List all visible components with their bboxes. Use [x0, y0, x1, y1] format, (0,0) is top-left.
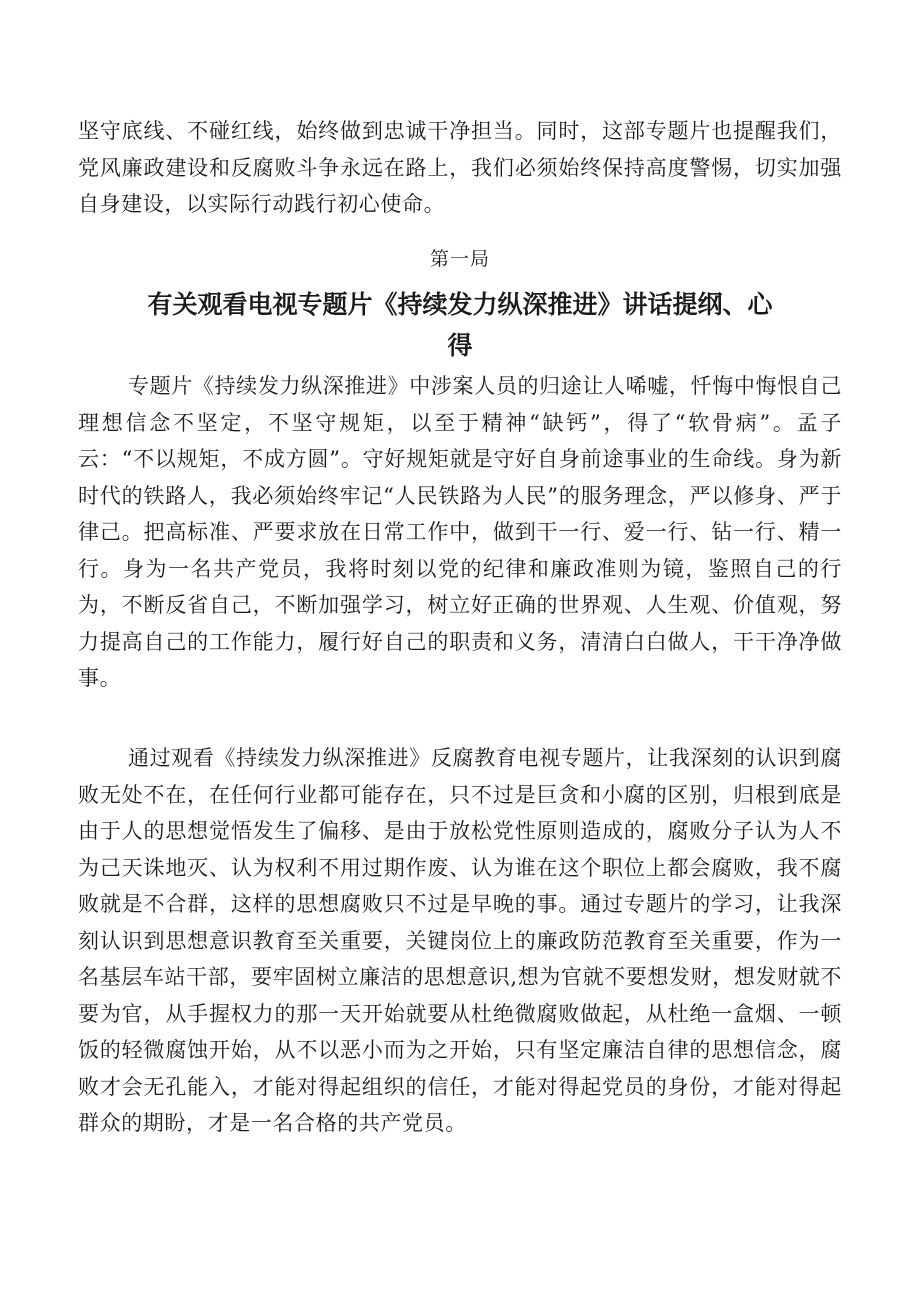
- body-paragraph-2: 通过观看《持续发力纵深推进》反腐教育电视专题片，让我深刻的认识到腐败无处不在，在任何行业都可能存在，只不过是巨贪和小腐的区别，归根到底是由于人的思想觉悟发生了偏移、是由于放松党性原则造成的，腐败分子认为人不为己天诛地灭、认为权利不用过期作废、认为谁在这个职位上都会腐败，我不腐败就是不合群，这样的思想腐败只不过是早晚的事。通过专题片的学习，让我深刻认识到思想意识教育至关重要，关键岗位上的廉政防范教育至关重要，作为一名基层车站干部，要牢固树立廉洁的思想意识,想为官就不要想发财，想发财就不要为官，从手握权力的那一天开始就要从杜绝微腐败做起，从杜绝一盒烟、一顿饭的轻微腐蚀开始，从不以恶小而为之开始，只有坚定廉洁自律的思想信念，腐败才会无孔能入，才能对得起组织的信任，才能对得起党员的身份，才能对得起群众的期盼，才是一名合格的共产党员。: [78, 746, 842, 1135]
- section-label: 第一局: [429, 248, 490, 270]
- intro-paragraph: 坚守底线、不碰红线，始终做到忠诚干净担当。同时，这部专题片也提醒我们，党风廉政建设和反腐败斗争永远在路上，我们必须始终保持高度警惕，切实加强自身建设，以实际行动践行初心使命。: [78, 119, 842, 216]
- document-title: 有关观看电视专题片《持续发力纵深推进》讲话提纲、心得: [147, 290, 773, 360]
- body-paragraph-1: 专题片《持续发力纵深推进》中涉案人员的归途让人唏嘘，忏悔中悔恨自己理想信念不坚定，不坚守规矩，以至于精神“缺钙”，得了“软骨病”。孟子云：“不以规矩，不成方圆”。守好规矩就是守好自身前途事业的生命线。身为新时代的铁路人，我必须始终牢记“人民铁路为人民”的服务理念，严以修身、严于律己。把高标准、严要求放在日常工作中，做到干一行、爱一行、钻一行、精一行。身为一名共产党员，我将时刻以党的纪律和廉政准则为镜，鉴照自己的行为，不断反省自己，不断加强学习，树立好正确的世界观、人生观、价值观，努力提高自己的工作能力，履行好自己的职责和义务，清清白白做人，干干净净做事。: [78, 374, 842, 690]
